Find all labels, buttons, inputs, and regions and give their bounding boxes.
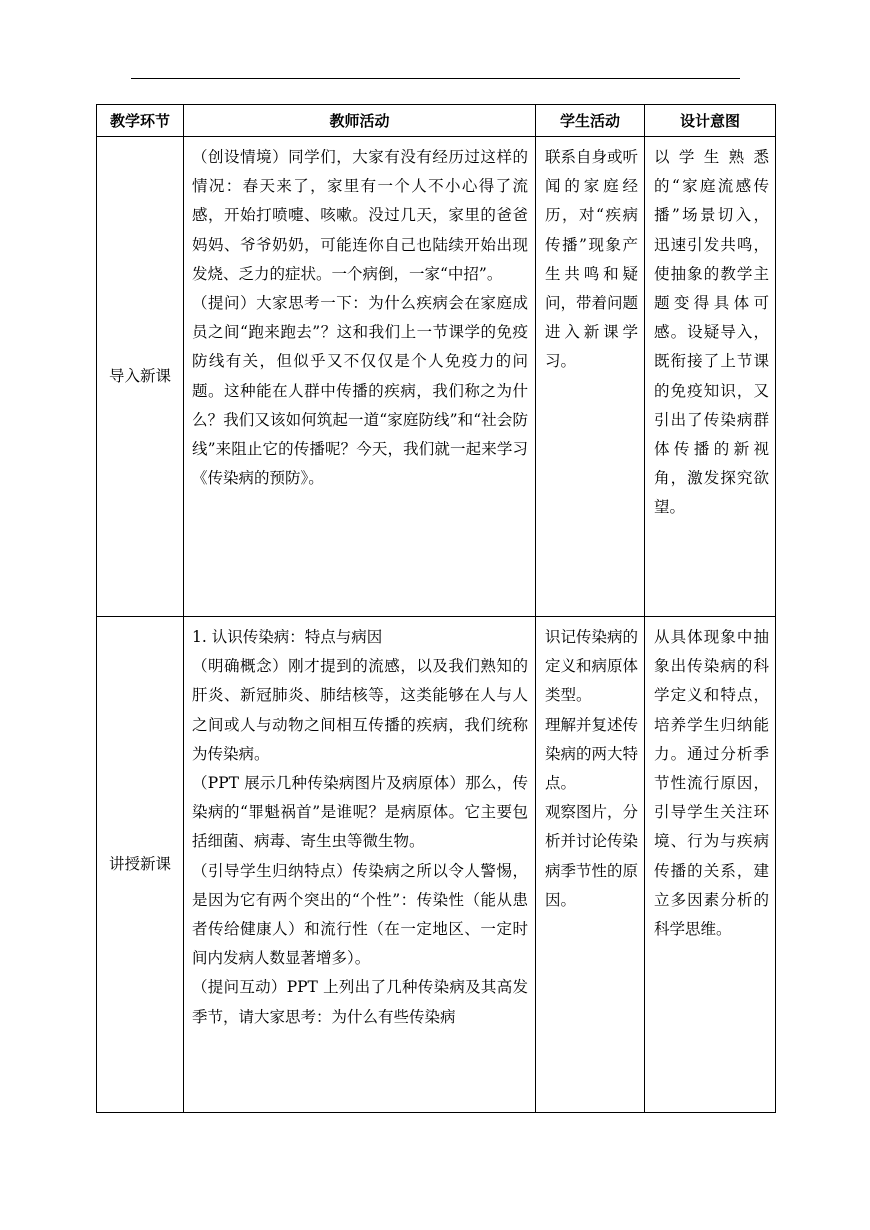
paragraph: （引导学生归纳特点）传染病之所以令人警惕，是因为它有两个突出的“个性”：传染性（能从患者传给健康人）和流行性（在一定地区、一定时间内发病人数显著增多）。 — [192, 861, 528, 968]
paragraph: 1. 认识传染病：特点与病因 — [192, 628, 383, 646]
header-teacher-activity: 教师活动 — [184, 105, 536, 137]
design-intent-cell — [645, 617, 776, 1113]
paragraph: 联系自身或听闻的家庭经历，对“疾病传播”现象产生共鸣和疑问，带着问题进入新课学习。 — [545, 148, 639, 371]
paragraph: （提问）大家思考一下：为什么疾病会在家庭成员之间“跑来跑去”？这和我们上一节课学的免疫防线有关，但似乎又不仅仅是个人免疫力的问题。这种能在人群中传播的疾病，我们称之为什么？我们又该如何筑起一道“家庭防线”和“社会防线”来阻止它的传播呢？今天，我们就一起来学习《传染病的预防》。 — [192, 294, 528, 488]
student-activity-cell — [536, 137, 645, 617]
header-rule — [131, 78, 740, 79]
lesson-plan-table — [96, 104, 776, 1113]
paragraph: （提问互动）PPT 上列出了几种传染病及其高发季节，请大家思考：为什么有些传染病 — [192, 978, 528, 1026]
table-row — [97, 137, 776, 617]
table-row — [97, 617, 776, 1113]
paragraph: （明确概念）刚才提到的流感，以及我们熟知的肝炎、新冠肺炎、肺结核等，这类能够在人与人之间或人与动物之间相互传播的疾病，我们统称为传染病。 — [192, 657, 528, 763]
header-design-intent: 设计意图 — [645, 105, 776, 137]
paragraph: （PPT 展示几种传染病图片及病原体）那么，传染病的“罪魁祸首”是谁呢？是病原体。它主要包括细菌、病毒、寄生虫等微生物。 — [192, 774, 528, 851]
paragraph: （创设情境）同学们，大家有没有经历过这样的情况：春天来了，家里有一个人不小心得了流感，开始打喷嚏、咳嗽。没过几天，家里的爸爸妈妈、爷爷奶奶，可能连你自己也陆续开始出现发烧、乏力的症状。一个病倒，一家“中招”。 — [192, 148, 528, 283]
teacher-activity-cell — [184, 617, 536, 1113]
header-stage: 教学环节 — [97, 105, 184, 137]
header-student-activity: 学生活动 — [536, 105, 645, 137]
stage-cell: 讲授新课 — [97, 617, 184, 1113]
paragraph: 识记传染病的定义和病原体类型。 — [545, 628, 639, 705]
paragraph: 理解并复述传染病的两大特点。 — [545, 715, 639, 793]
table-header-row — [97, 105, 776, 137]
teacher-activity-cell — [184, 137, 536, 617]
paragraph: 从具体现象中抽象出传染病的科学定义和特点，培养学生归纳能力。通过分析季节性流行原因，引导学生关注环境、行为与疾病传播的关系，建立多因素分析的科学思维。 — [654, 628, 769, 939]
design-intent-cell — [645, 137, 776, 617]
paragraph: 观察图片，分析并讨论传染病季节性的原因。 — [545, 803, 639, 909]
paragraph: 以学生熟悉的“家庭流感传播”场景切入，迅速引发共鸣，使抽象的教学主题变得具体可感。设疑导入，既衔接了上节课的免疫知识，又引出了传染病群体传播的新视角，激发探究欲望。 — [654, 148, 769, 517]
student-activity-cell — [536, 617, 645, 1113]
stage-cell: 导入新课 — [97, 137, 184, 617]
